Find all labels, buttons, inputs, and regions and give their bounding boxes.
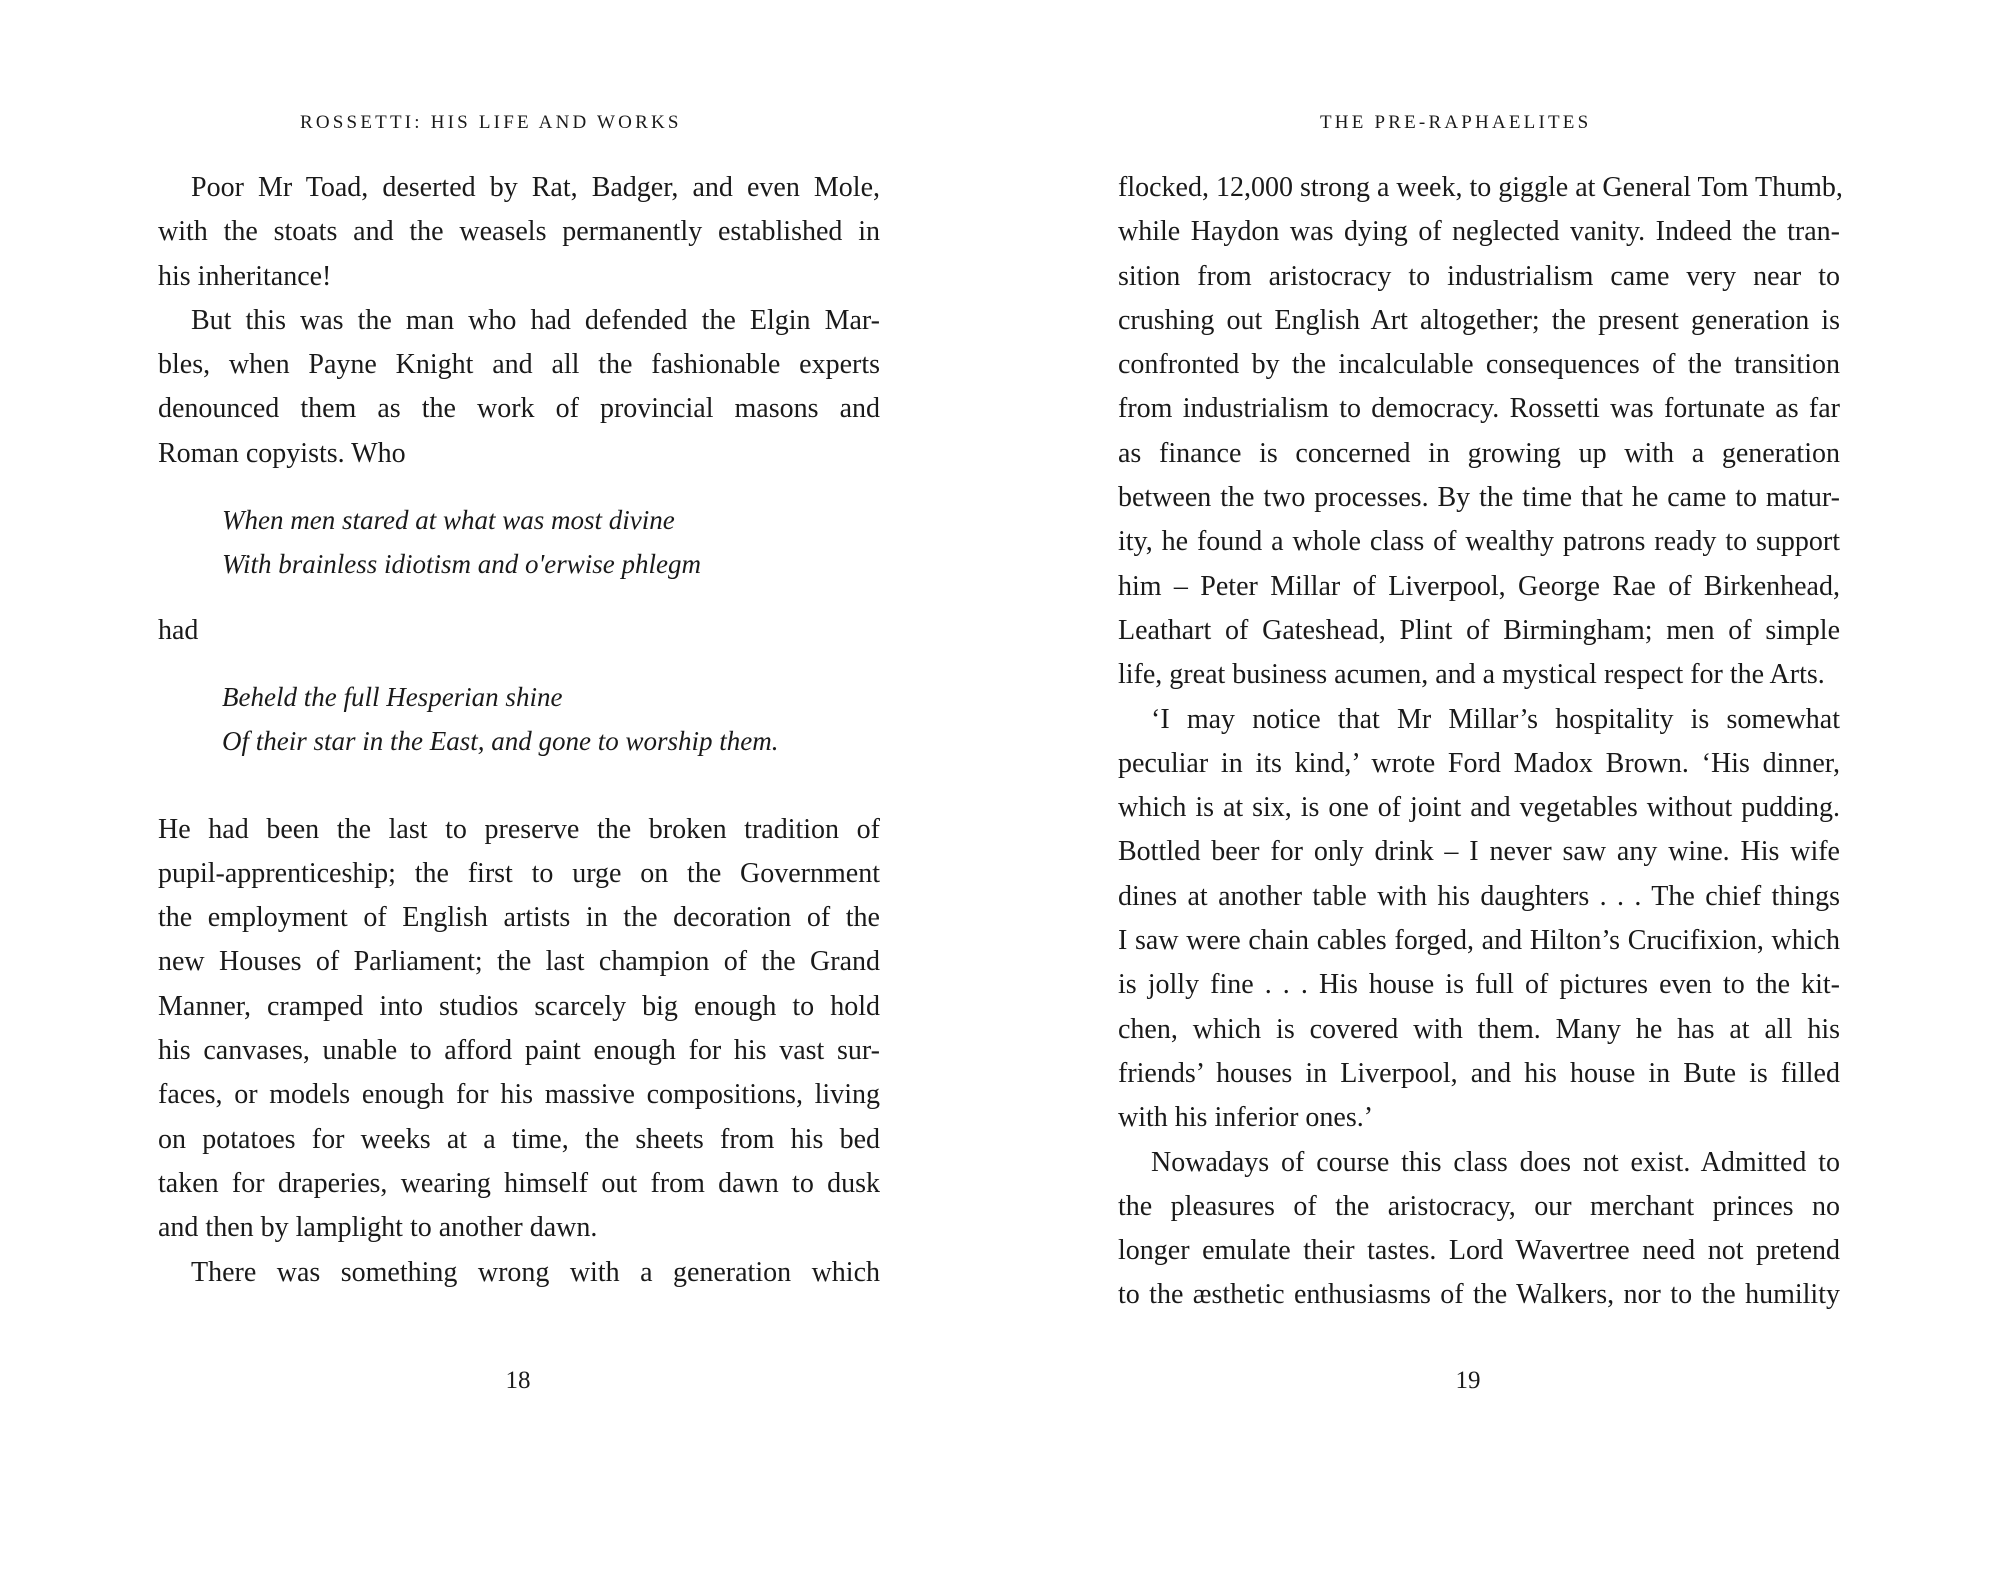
verse-quote	[158, 675, 880, 764]
right-text-block	[1118, 166, 1843, 1318]
text-line: between the two processes. By the time that he came to matur-	[1118, 482, 1840, 514]
text-line: peculiar in its kind,’ wrote Ford Madox Brown. ‘His dinner,	[1118, 747, 1840, 779]
text-line: on potatoes for weeks at a time, the sheets from his bed	[158, 1123, 880, 1155]
paragraph	[158, 299, 880, 476]
paragraph	[1118, 1141, 1840, 1318]
paragraph	[158, 1251, 880, 1295]
text-line: dines at another table with his daughters . . . The chief things	[1118, 880, 1840, 912]
text-line: him – Peter Millar of Liverpool, George Rae of Birkenhead,	[1118, 570, 1840, 602]
text-line: crushing out English Art altogether; the present generation is	[1118, 304, 1840, 336]
text-line: which is at six, is one of joint and vegetables without pudding.	[1118, 792, 1840, 824]
text-line: Poor Mr Toad, deserted by Rat, Badger, and even Mole,	[191, 172, 880, 203]
text-line: Leathart of Gateshead, Plint of Birmingham; men of simple	[1118, 614, 1840, 646]
text-line: I saw were chain cables forged, and Hilton’s Crucifixion, which	[1118, 925, 1840, 957]
text-line: He had been the last to preserve the broken tradition of	[158, 813, 880, 845]
paragraph	[1118, 166, 1843, 698]
paragraph	[158, 166, 880, 299]
text-line: Manner, cramped into studios scarcely big enough to hold	[158, 990, 880, 1022]
text-line: taken for draperies, wearing himself out from dawn to dusk	[158, 1167, 880, 1199]
text-line: with his inferior ones.’	[1118, 1102, 1374, 1134]
text-line: chen, which is covered with them. Many he has at all his	[1118, 1013, 1840, 1045]
left-text-block	[158, 166, 880, 1295]
text-line: Nowadays of course this class does not exist. Admitted to	[1151, 1146, 1840, 1178]
text-line: But this was the man who had defended the Elgin Mar-	[191, 304, 880, 336]
text-line: sition from aristocracy to industrialism came very near to	[1118, 260, 1840, 292]
verse-quote	[158, 498, 880, 587]
verse-line: Beheld the full Hesperian shine	[222, 681, 563, 712]
text-line: faces, or models enough for his massive compositions, living	[158, 1079, 880, 1111]
text-line: his inheritance!	[158, 260, 332, 292]
paragraph	[158, 808, 880, 1251]
text-line: as finance is concerned in growing up with a generation	[1118, 437, 1840, 469]
text-line: Bottled beer for only drink – I never saw any wine. His wife	[1118, 836, 1840, 868]
text-line: bles, when Payne Knight and all the fashionable experts	[158, 349, 880, 381]
text-line: Roman copyists. Who	[158, 437, 406, 469]
text-line: to the æsthetic enthusiasms of the Walkers, nor to the humility	[1118, 1279, 1840, 1311]
text-line: flocked, 12,000 strong a week, to giggle at General Tom Thumb,	[1118, 172, 1843, 203]
text-line: pupil-apprenticeship; the first to urge on the Government	[158, 857, 880, 889]
paragraph	[1118, 698, 1840, 1141]
text-line: denounced them as the work of provincial masons and	[158, 393, 880, 425]
text-line: new Houses of Parliament; the last champion of the Grand	[158, 946, 880, 978]
text-line: had	[158, 614, 199, 646]
text-line: and then by lamplight to another dawn.	[158, 1212, 598, 1244]
text-line: while Haydon was dying of neglected vanity. Indeed the tran-	[1118, 216, 1840, 248]
text-line: life, great business acumen, and a mystical respect for the Arts.	[1118, 659, 1825, 691]
text-line: the pleasures of the aristocracy, our merchant princes no	[1118, 1190, 1840, 1222]
page-number-right: 19	[1455, 1367, 1481, 1394]
running-head-left: ROSSETTI: HIS LIFE AND WORKS	[300, 112, 682, 133]
page-number-left: 18	[505, 1367, 531, 1394]
text-line: longer emulate their tastes. Lord Wavertree need not pretend	[1118, 1235, 1840, 1267]
verse-line: With brainless idiotism and o'erwise phlegm	[222, 549, 702, 580]
text-line: ‘I may notice that Mr Millar’s hospitality is somewhat	[1151, 703, 1840, 735]
text-line: with the stoats and the weasels permanently established in	[158, 216, 880, 248]
verse-line: When men stared at what was most divine	[222, 505, 675, 536]
text-line: friends’ houses in Liverpool, and his house in Bute is filled	[1118, 1057, 1840, 1089]
text-line: confronted by the incalculable consequences of the transition	[1118, 349, 1840, 381]
text-line: There was something wrong with a generation which	[191, 1256, 880, 1288]
right-page	[1000, 0, 2000, 1596]
text-line: the employment of English artists in the decoration of the	[158, 902, 880, 934]
text-line: ity, he found a whole class of wealthy patrons ready to support	[1118, 526, 1840, 558]
text-line: is jolly fine . . . His house is full of pictures even to the kit-	[1118, 969, 1840, 1001]
text-line: his canvases, unable to afford paint enough for his vast sur-	[158, 1035, 880, 1067]
text-line: from industrialism to democracy. Rossetti was fortunate as far	[1118, 393, 1840, 425]
verse-line: Of their star in the East, and gone to worship them.	[222, 726, 779, 757]
running-head-right: THE PRE-RAPHAELITES	[1320, 112, 1592, 133]
